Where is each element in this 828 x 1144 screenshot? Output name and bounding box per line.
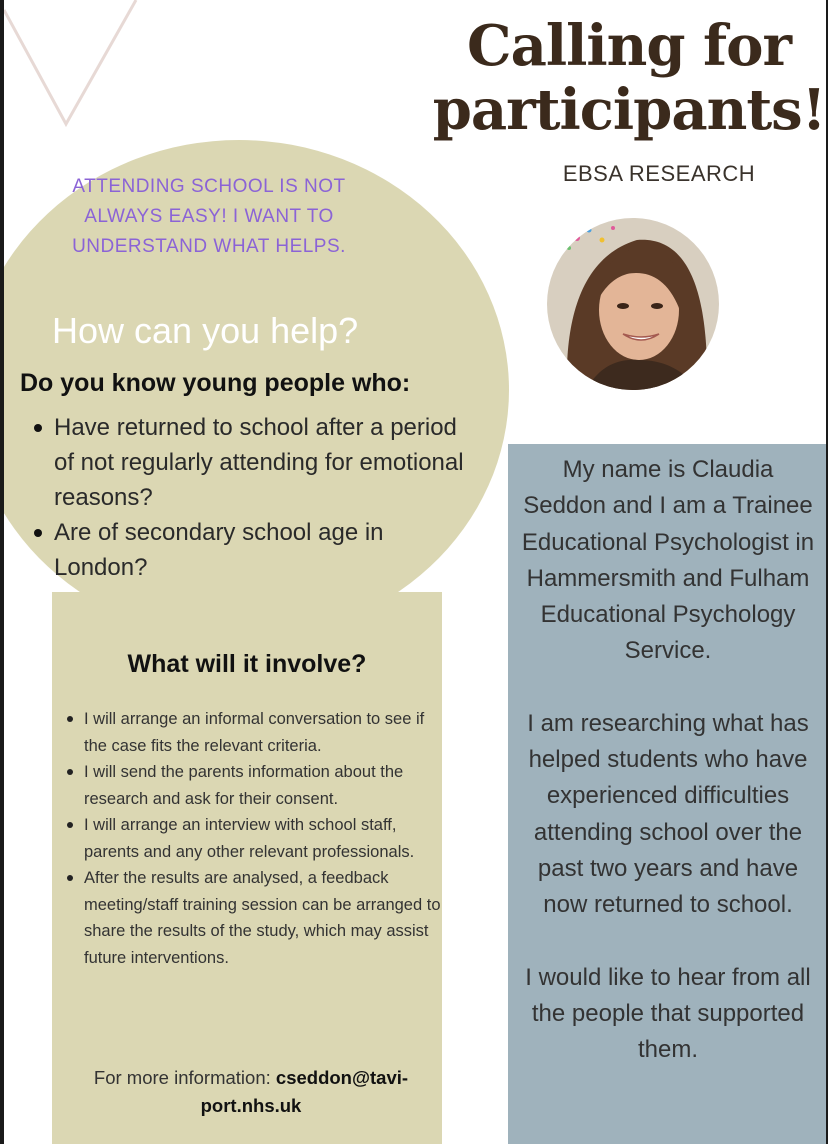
contact-info [56, 1064, 446, 1120]
involve-list [64, 706, 444, 971]
list-item: Have returned to school after a period of not regularly attending for emotional reasons? [28, 410, 468, 515]
list-item: I will send the parents information about the research and ask for their consent. [64, 759, 444, 812]
tagline: ATTENDING SCHOOL IS NOT ALWAYS EASY! I WANT TO UNDERSTAND WHAT HELPS. [72, 176, 346, 257]
help-heading: How can you help? [52, 310, 359, 351]
know-heading: Do you know young people who: [20, 369, 411, 397]
list-item: I will arrange an interview with school staff, parents and any other relevant professionals. [64, 812, 444, 865]
bio-text [518, 452, 818, 1068]
researcher-photo-icon [547, 218, 719, 390]
page-title [429, 14, 826, 142]
list-item: Are of secondary school age in London? [28, 515, 468, 585]
title-line-1: Calling for [467, 13, 791, 79]
title-line-2: participants! [432, 77, 826, 143]
bio-paragraph: I am researching what has helped students who have experienced difficulties attending school over the past two years and have now returned to school. [527, 709, 809, 919]
list-item: I will arrange an informal conversation to see if the case fits the relevant criteria. [64, 706, 444, 759]
bio-paragraph: I would like to hear from all the people that supported them. [525, 963, 811, 1064]
bio-paragraph: My name is Claudia Seddon and I am a Trainee Educational Psychologist in Hammersmith and Fulham Educational Psychology Service. [521, 456, 815, 665]
list-item: After the results are analysed, a feedback meeting/staff training session can be arranged to share the results of the study, which may assist future interventions. [64, 865, 444, 971]
subtitle: EBSA RESEARCH [562, 161, 756, 186]
chevron-decoration-icon [4, 0, 144, 130]
poster-page [4, 0, 826, 1144]
know-list [28, 410, 468, 585]
contact-label: For more information: [93, 1067, 271, 1088]
contact-email-link[interactable]: cseddon@tavi-port.nhs.uk [200, 1067, 409, 1116]
involve-heading: What will it involve? [127, 650, 367, 678]
